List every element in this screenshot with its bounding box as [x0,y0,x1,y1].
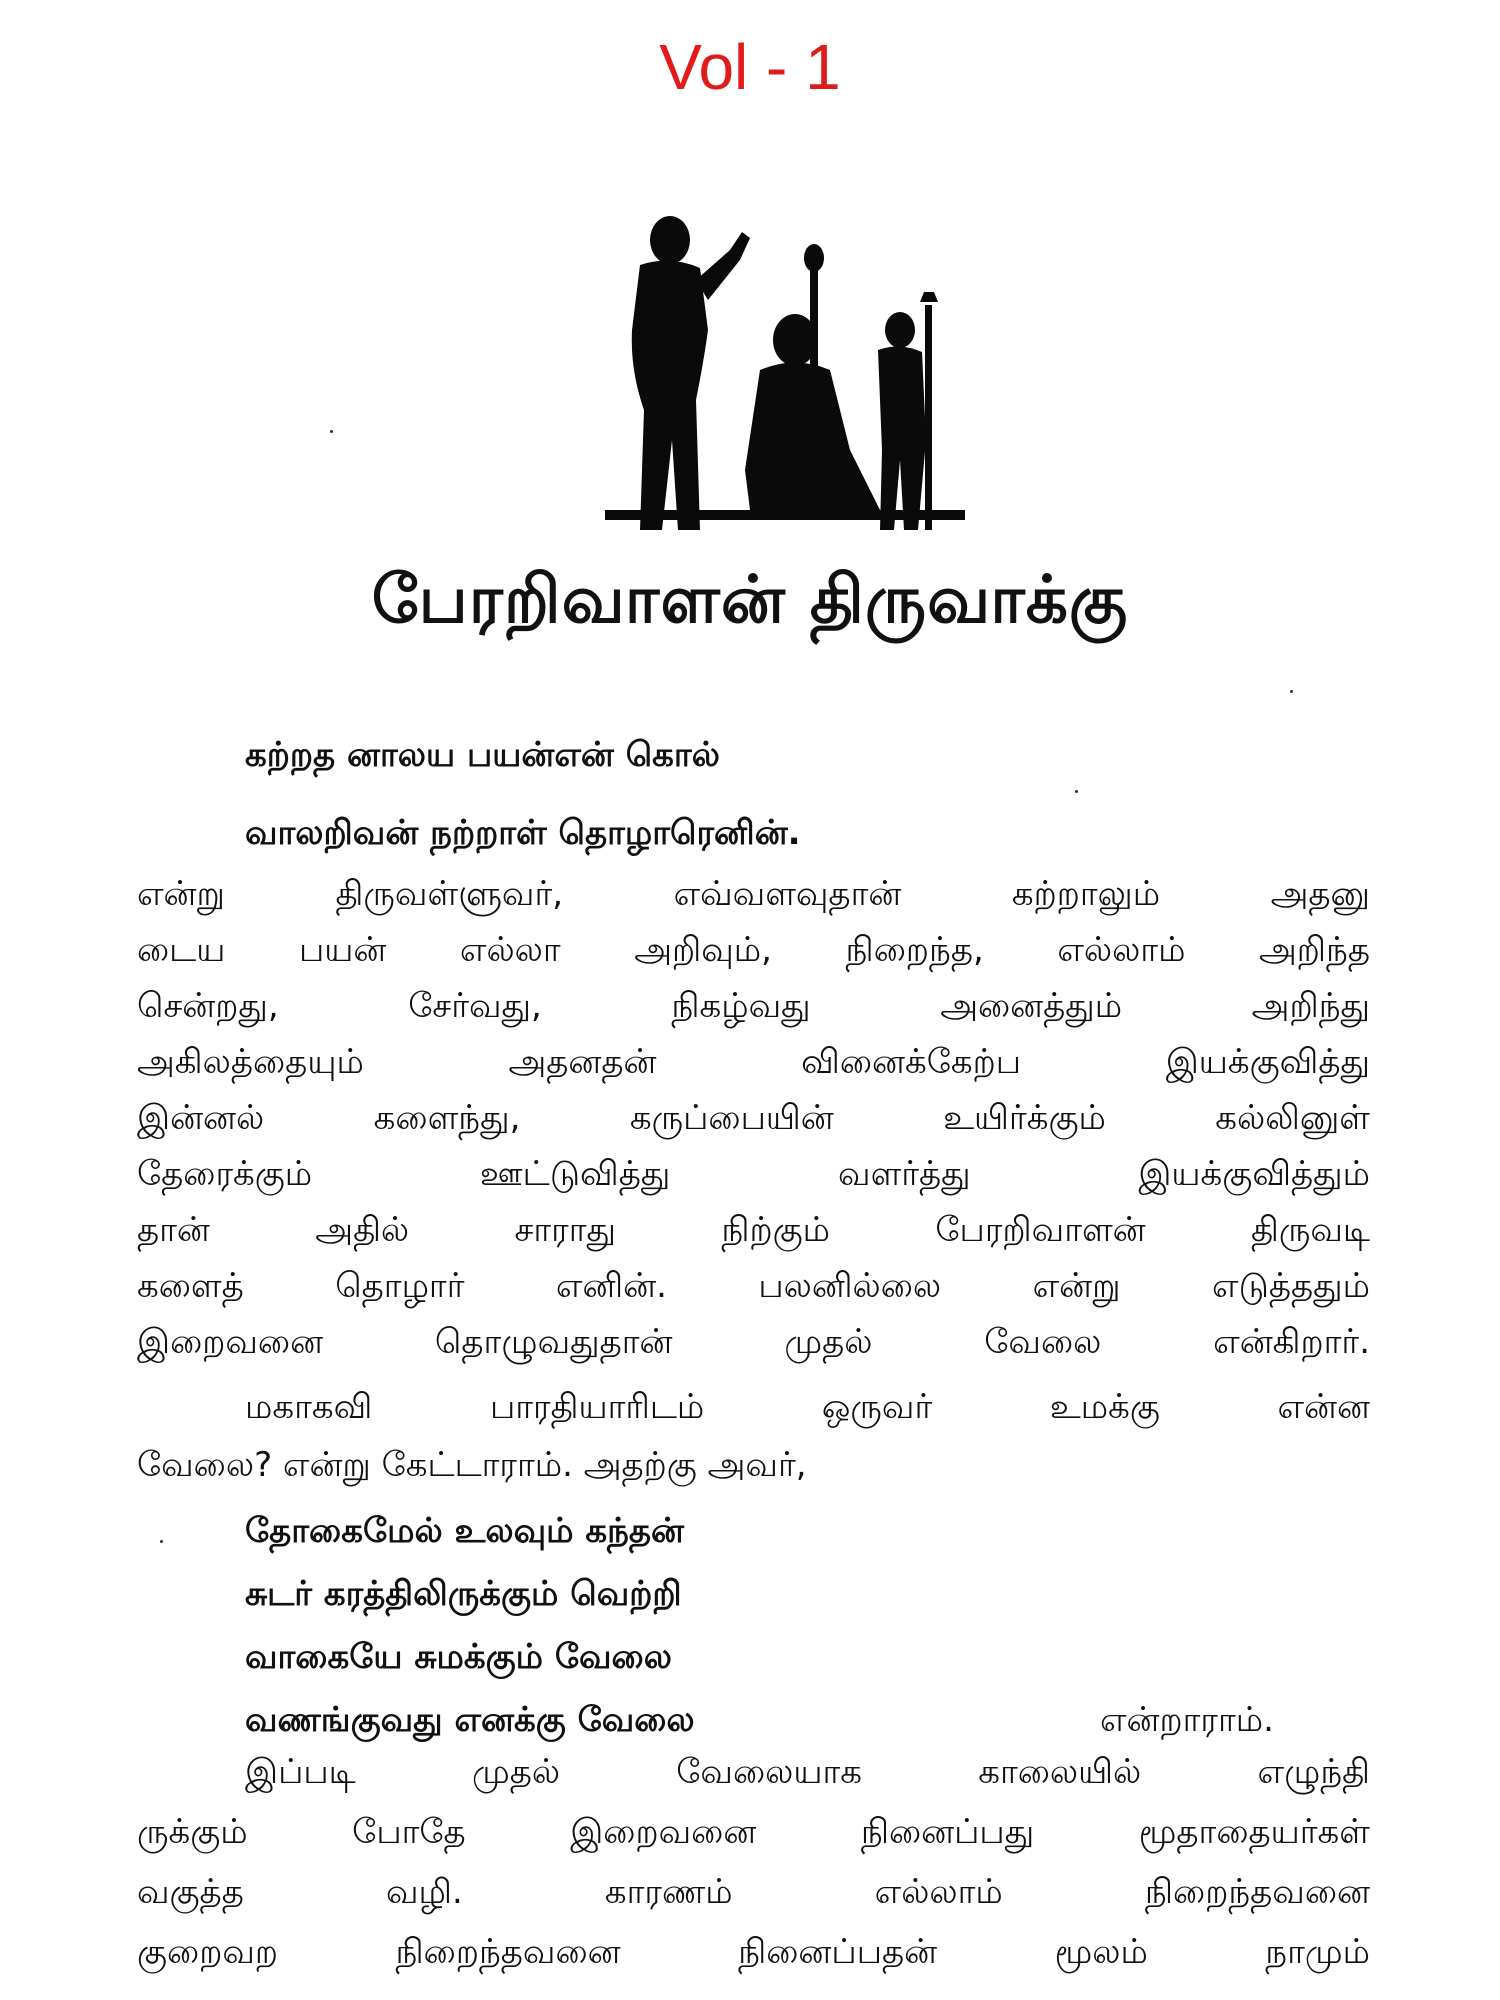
verse2-line-1: தோகைமேல் உலவும் கந்தன் [245,1511,685,1551]
para1-line-2: டைய பயன் எல்லா அறிவும், நிறைந்த, எல்லாம் அறிந்த [137,930,1370,970]
scan-speck [1075,790,1078,793]
page-title: பேரறிவாளன் திருவாக்கு [371,560,1129,638]
para1-line-7: தான் அதில் சாராது நிற்கும் பேரறிவாளன் திருவடி [137,1210,1370,1250]
verse2-line-3: வாகையே சுமக்கும் வேலை [245,1637,672,1677]
para1-line-5: இன்னல் களைந்து, கருப்பையின் உயிர்க்கும் கல்லினுள் [137,1098,1370,1138]
para1-line-4: அகிலத்தையும் அதனதன் வினைக்கேற்ப இயக்குவித்து [137,1042,1370,1082]
para3-line-2: ருக்கும் போதே இறைவனை நினைப்பது மூதாதையர்கள் [137,1812,1370,1852]
para3-line-1: இப்படி முதல் வேலையாக காலையில் எழுந்தி [245,1752,1370,1792]
scan-speck [160,1540,163,1543]
verse2-line-2: சுடர் கரத்திலிருக்கும் வெற்றி [245,1574,682,1614]
para3-line-3: வகுத்த வழி. காரணம் எல்லாம் நிறைந்தவனை [137,1872,1370,1912]
para1-line-9: இறைவனை தொழுவதுதான் முதல் வேலை என்கிறார். [137,1322,1370,1362]
para1-line-1: என்று திருவள்ளுவர், எவ்வளவுதான் கற்றாலும் அதனு [137,874,1370,914]
verse2-line-4: வணங்குவது எனக்கு வேலை [245,1700,695,1740]
saints-silhouette-icon [600,210,970,540]
verse1-line-1: கற்றத னாலய பயன்என் கொல் [245,735,720,775]
verse1-line-2: வாலறிவன் நற்றாள் தொழாரெனின். [245,813,801,853]
para2-line-1: மகாகவி பாரதியாரிடம் ஒருவர் உமக்கு என்ன [245,1387,1370,1427]
para3-line-4: குறைவற நிறைந்தவனை நினைப்பதன் மூலம் நாமும் [137,1932,1370,1972]
para2-line-2: வேலை? என்று கேட்டாராம். அதற்கு அவர், [137,1445,807,1485]
para1-line-6: தேரைக்கும் ஊட்டுவித்து வளர்த்து இயக்குவித்தும் [137,1154,1370,1194]
verse2-end-text: என்றாராம். [1100,1700,1274,1740]
para1-line-8: களைத் தொழார் எனின். பலனில்லை என்று எடுத்ததும் [137,1266,1370,1306]
para1-line-3: சென்றது, சேர்வது, நிகழ்வது அனைத்தும் அறிந்து [137,986,1370,1026]
scan-speck [1290,690,1293,693]
volume-label: Vol - 1 [659,31,841,103]
scan-speck [330,430,333,433]
